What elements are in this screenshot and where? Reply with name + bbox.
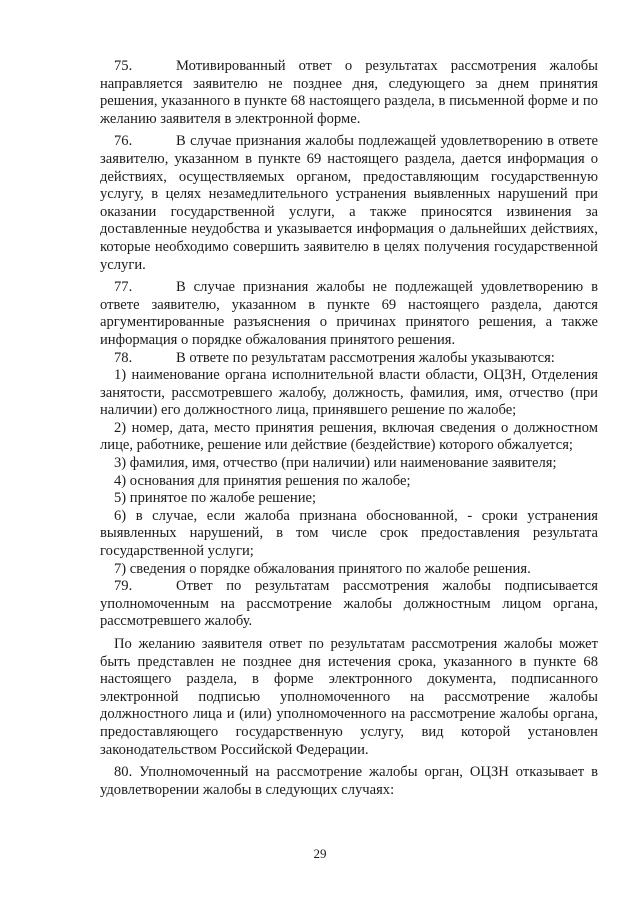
paragraph-77 bbox=[100, 279, 598, 349]
list-item-text: 1) наименование органа исполнительной власти области, ОЦЗН, Отделения занятости, рассмотревшего жалобу, должность, фамилия, имя, отчество (при наличии) его должностного лица, принявшего решение по жалобе; bbox=[100, 367, 598, 419]
list-item-text: 4) основания для принятия решения по жалобе; bbox=[114, 472, 411, 489]
list-item-text: 3) фамилия, имя, отчество (при наличии) или наименование заявителя; bbox=[114, 455, 557, 472]
list-item-6 bbox=[100, 508, 598, 561]
paragraph-number: 76. bbox=[114, 133, 133, 150]
paragraph-76 bbox=[100, 133, 598, 274]
paragraph-text: По желанию заявителя ответ по результатам рассмотрения жалобы может быть представлен не позднее дня истечения срока, указанного в пункте 68 настоящего раздела, в форме электронного документа, подписанного электронной подписью уполномоченного на рассмотрение жалобы должностного лица и (или) уполномоченного на рассмотрение жалобы органа, предоставляющего государственную услугу, вид которой установлен законодательством Российской Федерации. bbox=[100, 636, 598, 758]
list-item-text: 5) принятое по жалобе решение; bbox=[114, 490, 317, 507]
document-body bbox=[100, 58, 598, 799]
paragraph-text: В случае признания жалобы не подлежащей удовлетворению в ответе заявителю, указанном в пункте 69 настоящего раздела, даются аргументированные разъяснения о причинах принятого решения, а также информация о порядке обжалования принятого решения. bbox=[100, 279, 598, 348]
paragraph-number: 75. bbox=[114, 58, 133, 74]
list-item-1 bbox=[100, 367, 598, 420]
paragraph-text: В случае признания жалобы подлежащей удовлетворению в ответе заявителю, указанном в пункте 69 настоящего раздела, дается информация о действиях, осуществляемых органом, предоставляющим государственную услугу, в целях незамедлительного устранения выявленных нарушений при оказании государственной услуги, а также приносятся извинения за доставленные неудобства и указывается информация о дальнейших действиях, которые необходимо совершить заявителю в целях получения государственной услуги. bbox=[100, 133, 598, 273]
paragraph-79-continuation bbox=[100, 636, 598, 759]
paragraph-text: Мотивированный ответ о результатах рассмотрения жалобы направляется заявителю не позднее дня, следующего за днем принятия решения, указанного в пункте 68 настоящего раздела, в письменной форме и по желанию заявителя в электронной форме. bbox=[100, 58, 598, 127]
list-item-4 bbox=[100, 473, 598, 491]
list-item-text: 7) сведения о порядке обжалования принятого по жалобе решения. bbox=[114, 560, 531, 577]
list-item-3 bbox=[100, 455, 598, 473]
paragraph-80 bbox=[100, 764, 598, 799]
paragraph-text: 80. Уполномоченный на рассмотрение жалобы орган, ОЦЗН отказывает в удовлетворении жалобы в следующих случаях: bbox=[100, 764, 598, 798]
list-item-5 bbox=[100, 490, 598, 508]
paragraph-text: В ответе по результатам рассмотрения жалобы указываются: bbox=[176, 349, 555, 366]
paragraph-text: Ответ по результатам рассмотрения жалобы подписывается уполномоченным на рассмотрение жалобы должностным лицом органа, рассмотревшего жалобу. bbox=[100, 578, 598, 630]
paragraph-79 bbox=[100, 578, 598, 631]
paragraph-number: 77. bbox=[114, 279, 133, 296]
list-item-7 bbox=[100, 561, 598, 579]
list-item-2 bbox=[100, 420, 598, 455]
paragraph-75 bbox=[100, 58, 598, 128]
paragraph-number: 79. bbox=[114, 578, 133, 595]
list-item-text: 2) номер, дата, место принятия решения, включая сведения о должностном лице, работнике, решение или действие (бездействие) которого обжалуется; bbox=[100, 419, 598, 454]
paragraph-number: 78. bbox=[114, 349, 133, 366]
list-item-text: 6) в случае, если жалоба признана обоснованной, - сроки устранения выявленных нарушений, в том числе срок предоставления результата государственной услуги; bbox=[100, 507, 598, 560]
page-number: 29 bbox=[313, 846, 327, 861]
paragraph-78 bbox=[100, 350, 598, 368]
